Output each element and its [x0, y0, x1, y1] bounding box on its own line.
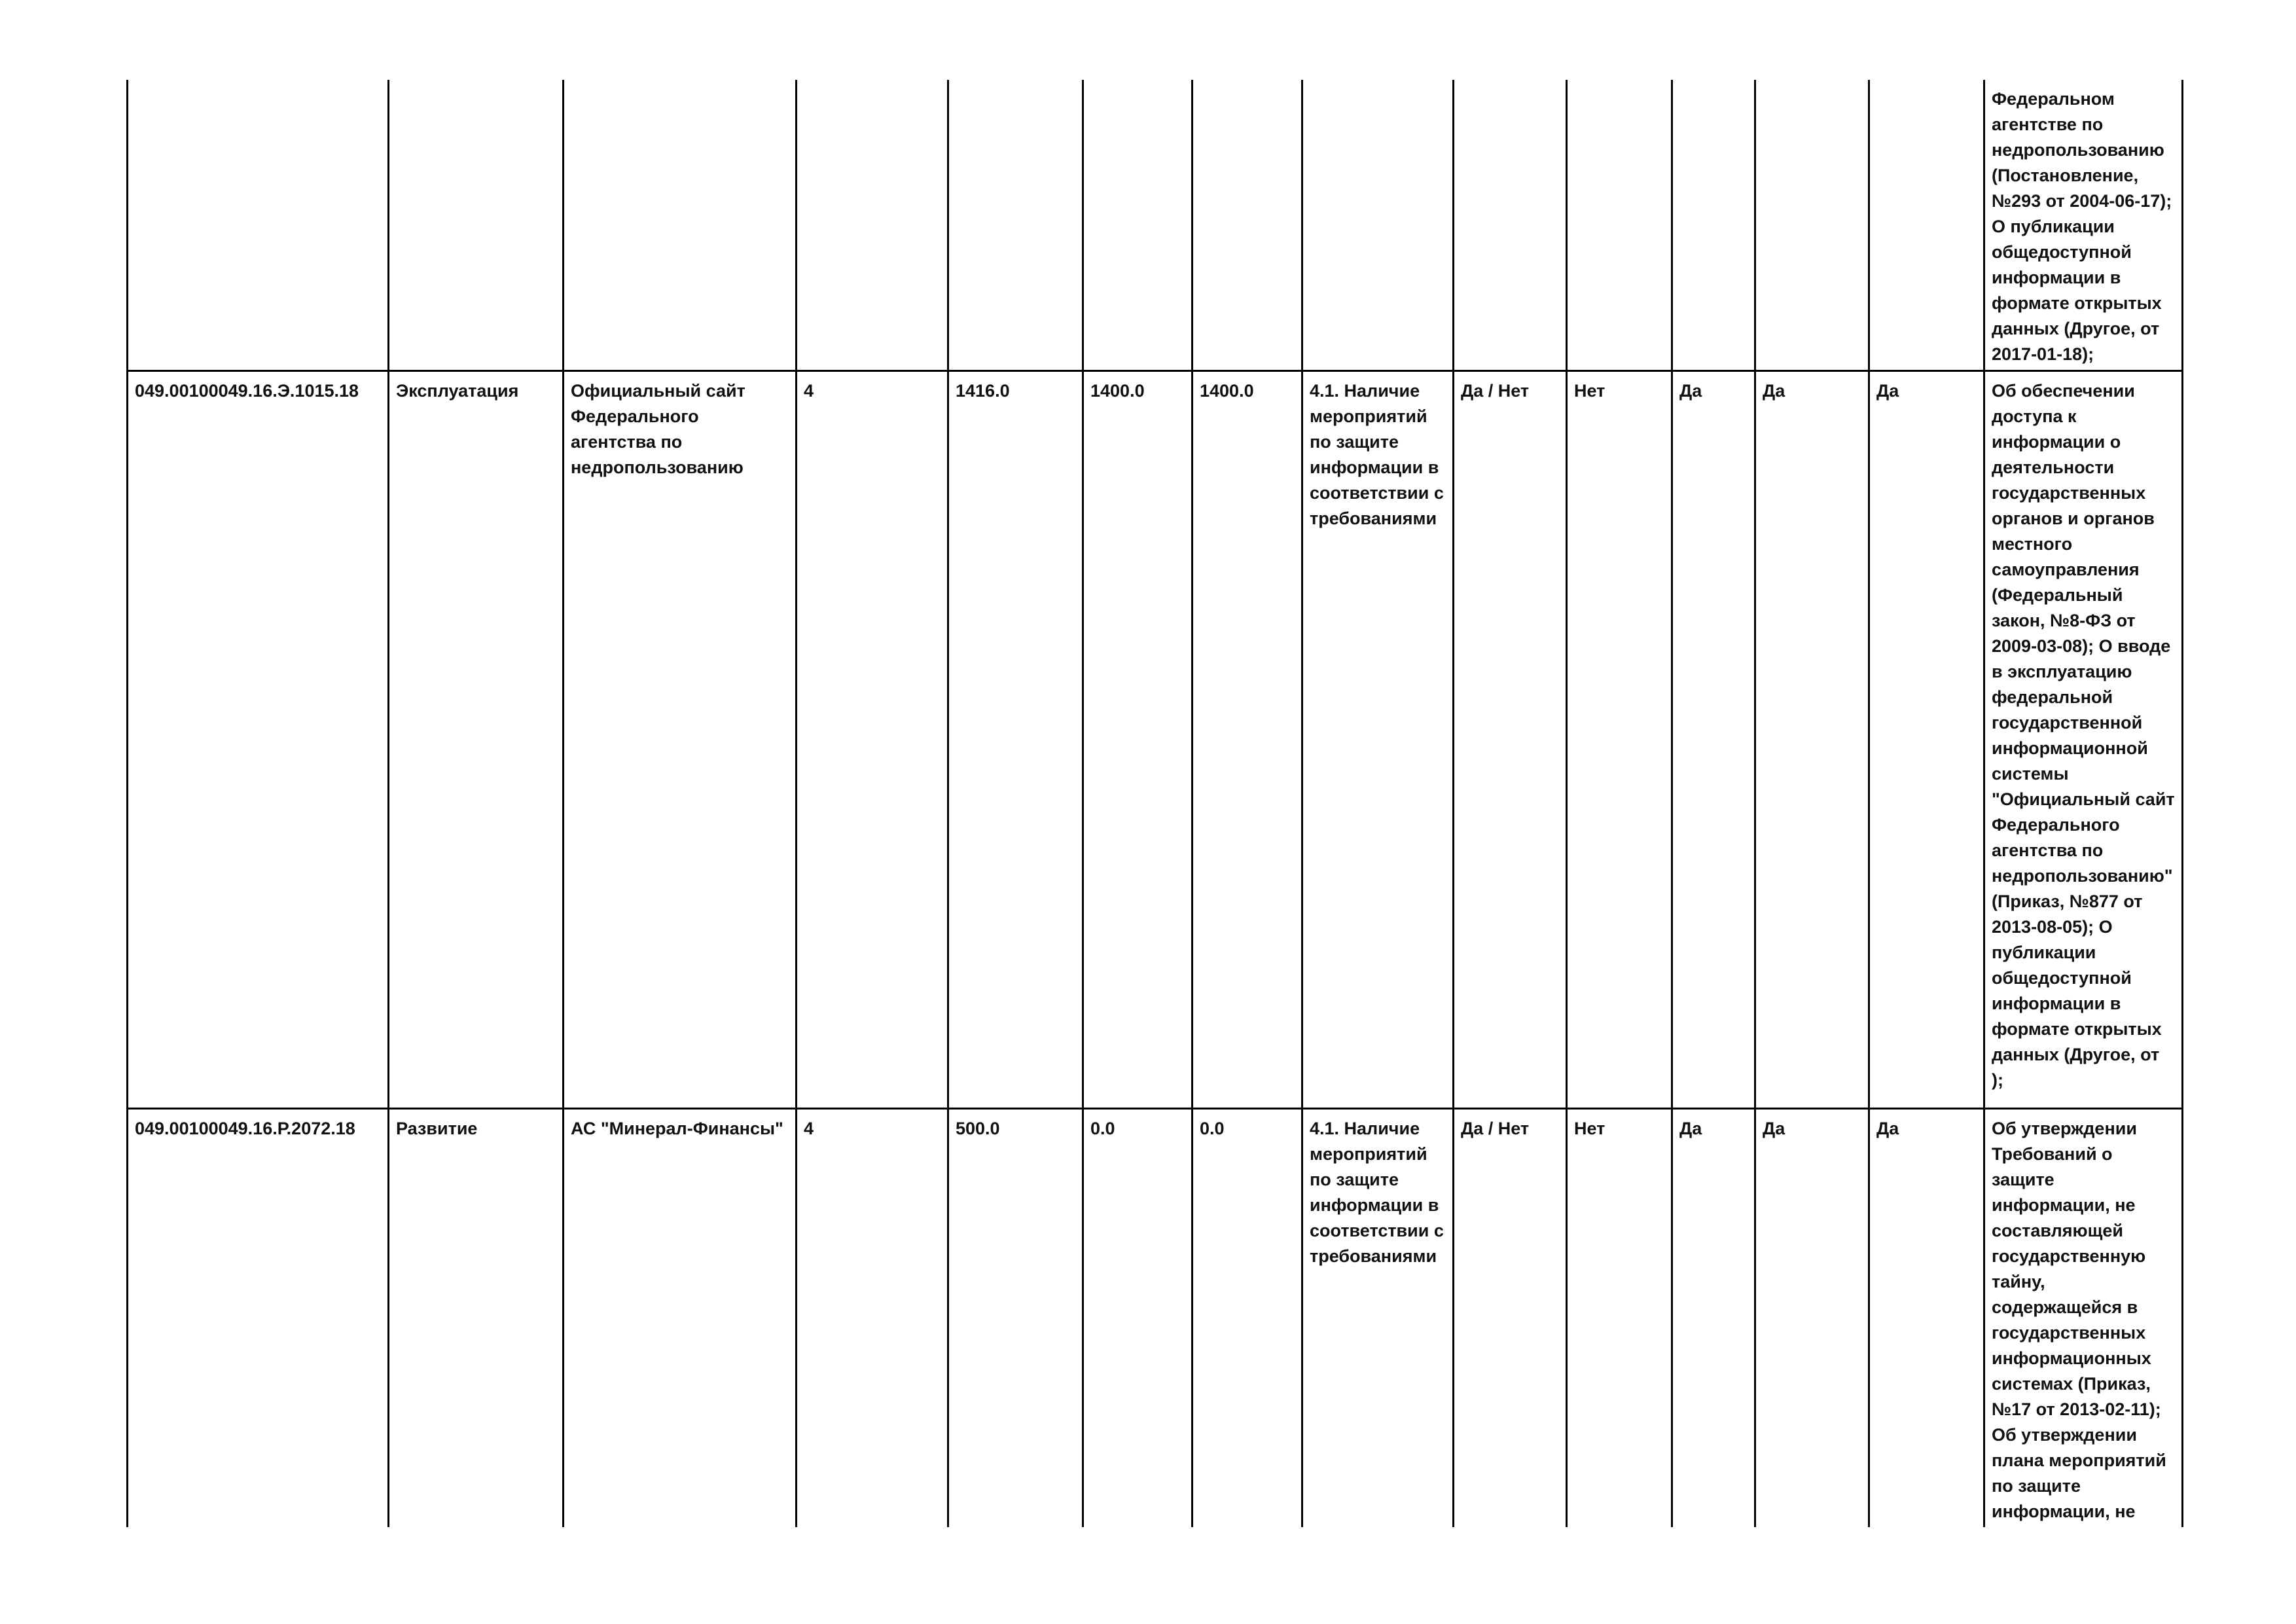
cell-value-3: Да	[1755, 1109, 1869, 1528]
cell-legal-basis: Федеральном агентстве по недропользованию (Постановление, №293 от 2004-06-17); О публикации общедоступной информации в формате открытых данных (Другое, от 2017-01-18);	[1984, 80, 2183, 371]
cell-system-name	[564, 80, 797, 371]
cell-criterion: 4.1. Наличие мероприятий по защите информации в соответствии с требованиями	[1302, 371, 1454, 1109]
cell-value-3: Да	[1755, 371, 1869, 1109]
cell-class	[797, 80, 948, 371]
cell-amount-3: 0.0	[1193, 1109, 1302, 1528]
cell-amount-1	[948, 80, 1083, 371]
registry-table-fragment	[126, 80, 2181, 1521]
cell-value-4: Да	[1869, 371, 1984, 1109]
cell-id	[128, 80, 389, 371]
cell-amount-3: 1400.0	[1193, 371, 1302, 1109]
cell-stage	[389, 80, 564, 371]
cell-class: 4	[797, 1109, 948, 1528]
cell-stage: Развитие	[389, 1109, 564, 1528]
cell-stage: Эксплуатация	[389, 371, 564, 1109]
cell-value-2	[1672, 80, 1755, 371]
cell-amount-2	[1083, 80, 1193, 371]
cell-legal-basis: Об обеспечении доступа к информации о деятельности государственных органов и органов местного самоуправления (Федеральный закон, №8-ФЗ от 2009-03-08); О вводе в эксплуатацию федеральной государственной информационной системы "Официальный сайт Федерального агентства по недропользованию" (Приказ, №877 от 2013-08-05); О публикации общедоступной информации в формате открытых данных (Другое, от );	[1984, 371, 2183, 1109]
cell-value-1: Нет	[1567, 1109, 1672, 1528]
cell-system-name: Официальный сайт Федерального агентства по недропользованию	[564, 371, 797, 1109]
cell-amount-2: 1400.0	[1083, 371, 1193, 1109]
cell-amount-3	[1193, 80, 1302, 371]
cell-id: 049.00100049.16.Р.2072.18	[128, 1109, 389, 1528]
cell-value-4: Да	[1869, 1109, 1984, 1528]
table-row	[128, 371, 2183, 1109]
cell-system-name: АС "Минерал-Финансы"	[564, 1109, 797, 1528]
cell-answer-type	[1454, 80, 1567, 371]
cell-value-2: Да	[1672, 371, 1755, 1109]
cell-amount-1: 500.0	[948, 1109, 1083, 1528]
cell-value-1	[1567, 80, 1672, 371]
cell-amount-2: 0.0	[1083, 1109, 1193, 1528]
cell-criterion	[1302, 80, 1454, 371]
table-row	[128, 1109, 2183, 1528]
cell-value-2: Да	[1672, 1109, 1755, 1528]
cell-value-3	[1755, 80, 1869, 371]
cell-legal-basis: Об утверждении Требований о защите информации, не составляющей государственную тайну, содержащейся в государственных информационных системах (Приказ, №17 от 2013-02-11); Об утверждении плана мероприятий по защите информации, не	[1984, 1109, 2183, 1528]
cell-criterion: 4.1. Наличие мероприятий по защите информации в соответствии с требованиями	[1302, 1109, 1454, 1528]
cell-value-1: Нет	[1567, 371, 1672, 1109]
cell-answer-type: Да / Нет	[1454, 1109, 1567, 1528]
table-row	[128, 80, 2183, 371]
cell-amount-1: 1416.0	[948, 371, 1083, 1109]
cell-value-4	[1869, 80, 1984, 371]
registry-table	[126, 80, 2183, 1527]
cell-class: 4	[797, 371, 948, 1109]
cell-id: 049.00100049.16.Э.1015.18	[128, 371, 389, 1109]
cell-answer-type: Да / Нет	[1454, 371, 1567, 1109]
